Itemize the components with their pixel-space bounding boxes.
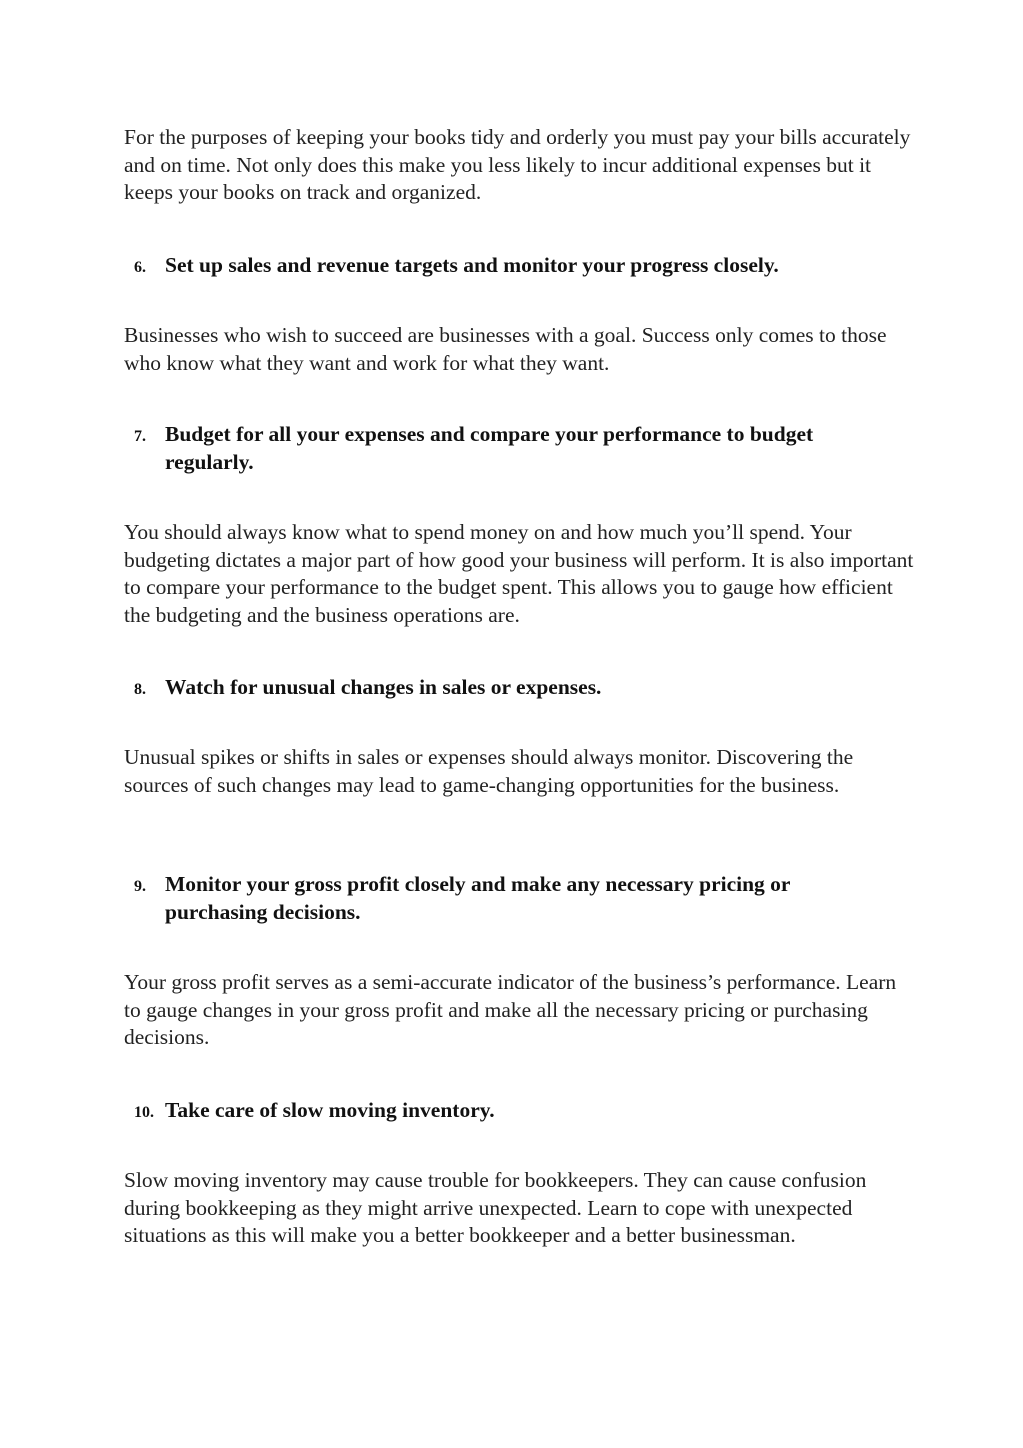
list-item-number: 7.	[134, 428, 146, 445]
paragraph-budgeting: You should always know what to spend money on and how much you’ll spend. Your budgeting dictates a major part of how good your business will perform. It is also important to compare your performance to the budget spent. This allows you to gauge how efficient the budgeting and the business operations are.	[124, 520, 914, 627]
list-item-number: 9.	[134, 878, 146, 895]
list-item-10	[124, 1097, 914, 1125]
list-item-number: 10.	[134, 1104, 154, 1121]
list-item-7	[124, 421, 914, 476]
list-item-6	[124, 252, 914, 280]
paragraph-slow-inventory: Slow moving inventory may cause trouble for bookkeepers. They can cause confusion during bookkeeping as they might arrive unexpected. Learn to cope with unexpected situations as this will make you a better bookkeeper and a better businessman.	[124, 1168, 867, 1248]
paragraph-gross-profit: Your gross profit serves as a semi-accurate indicator of the business’s performance. Learn to gauge changes in your gross profit and make all the necessary pricing or purchasing decisions.	[124, 970, 897, 1050]
list-item-heading: Monitor your gross profit closely and make any necessary pricing or purchasing decisions.	[165, 872, 791, 924]
list-item-number: 8.	[134, 681, 146, 698]
list-item-8	[124, 674, 914, 702]
list-item-heading: Set up sales and revenue targets and monitor your progress closely.	[165, 253, 779, 277]
paragraph-goals: Businesses who wish to succeed are businesses with a goal. Success only comes to those who know what they want and work for what they want.	[124, 323, 887, 375]
paragraph-unusual-changes: Unusual spikes or shifts in sales or expenses should always monitor. Discovering the sources of such changes may lead to game-changing opportunities for the business.	[124, 745, 854, 797]
list-item-9	[124, 871, 914, 926]
list-item-number: 6.	[134, 259, 146, 276]
list-item-heading: Take care of slow moving inventory.	[165, 1098, 495, 1122]
list-item-heading: Watch for unusual changes in sales or expenses.	[165, 675, 602, 699]
paragraph-pay-bills: For the purposes of keeping your books tidy and orderly you must pay your bills accurately and on time. Not only does this make you less likely to incur additional expenses but it keeps your books on track and organized.	[124, 125, 911, 205]
list-item-heading: Budget for all your expenses and compare your performance to budget regularly.	[165, 422, 814, 474]
